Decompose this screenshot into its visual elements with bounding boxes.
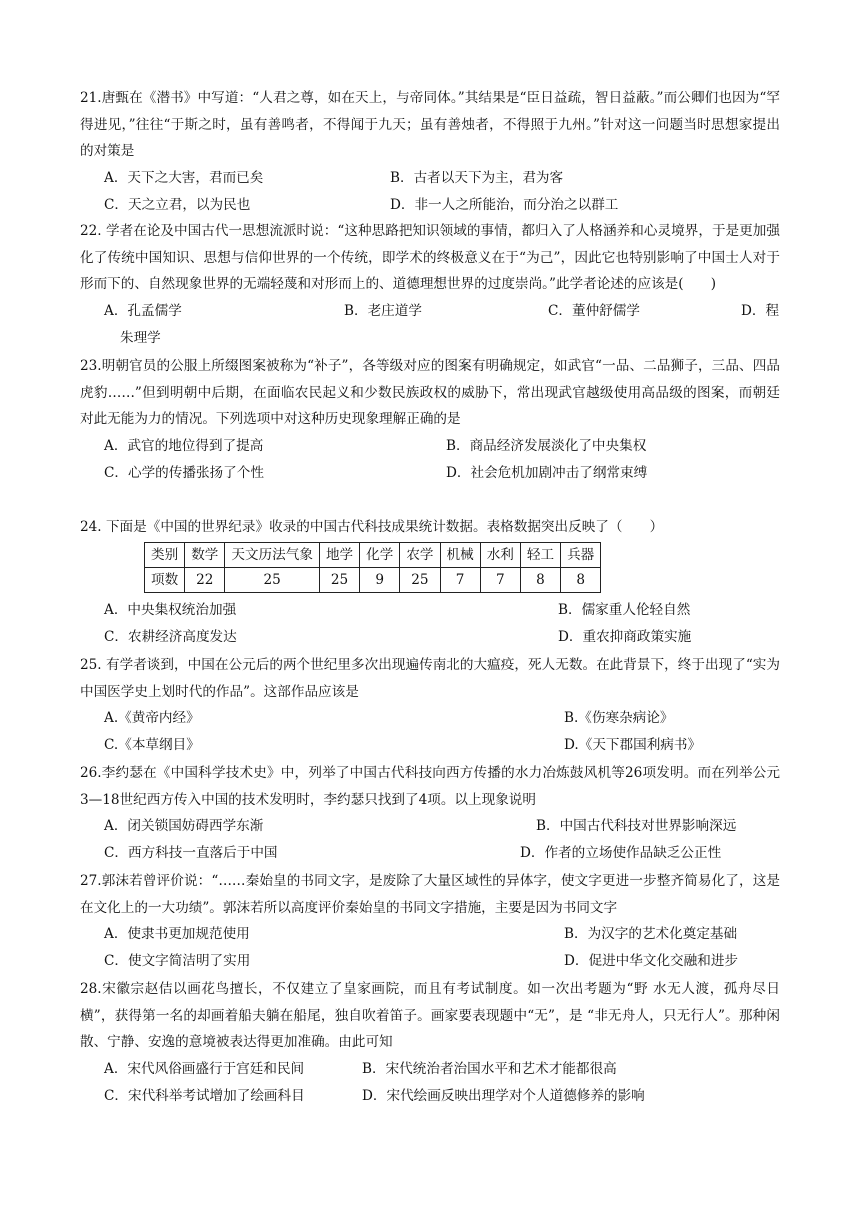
question-stem: 22. 学者在论及中国古代一思想流派时说：“这种思路把知识领域的事情，都归入了人格涵养和心灵境界，于是更加强化了传统中国知识、思想与信仰世界的一个传统，即学术的终极意义在于“为己”，因此它也特别影响了中国士人对于形而下的、自然现象世界的无端轻蔑和对形而上的、道德理想世界的过度崇尚。”此学者论述的应该是( ) [80, 223, 780, 292]
option-row [80, 948, 780, 975]
option-a: A．中央集权统治加强 [104, 601, 237, 618]
question-26 [80, 760, 780, 867]
option-d: D．促进中华文化交融和进步 [564, 953, 739, 969]
stats-table [144, 542, 601, 593]
option-row [80, 325, 780, 352]
question-23 [80, 353, 780, 487]
option-row [80, 1083, 780, 1110]
table-cell: 9 [360, 567, 400, 592]
option-c: C．使文字简洁明了实用 [104, 953, 251, 969]
option-row [80, 705, 780, 732]
option-d: D．重农抑商政策实施 [558, 628, 692, 645]
option-d: D．程 [741, 302, 780, 319]
option-b: B．老庄道学 [344, 302, 422, 319]
table-header-row [145, 542, 601, 567]
table-cell: 水利 [480, 542, 520, 567]
question-25 [80, 652, 780, 759]
option-a: A．孔孟儒学 [104, 302, 182, 319]
option-b: B．古者以天下为主，君为客 [390, 169, 564, 186]
table-cell: 地学 [319, 542, 359, 567]
option-a: A.《黄帝内经》 [104, 710, 200, 726]
option-row [80, 840, 780, 867]
table-cell: 7 [480, 567, 520, 592]
table-row [145, 567, 601, 592]
question-stem: 25. 有学者谈到，中国在公元后的两个世纪里多次出现遍传南北的大瘟疫，死人无数。在此背景下，终于出现了“实为中国医学史上划时代的作品”。这部作品应该是 [80, 657, 780, 700]
table-cell: 机械 [440, 542, 480, 567]
option-row [80, 165, 780, 192]
option-row [80, 433, 780, 460]
option-c: C．心学的传播张扬了个性 [104, 464, 264, 481]
option-d: D.《天下郡国利病书》 [564, 737, 702, 753]
option-b: B．商品经济发展淡化了中央集权 [446, 437, 647, 454]
option-row [80, 1056, 780, 1083]
option-row [80, 813, 780, 840]
option-a: A．天下之大害，君而已矣 [104, 169, 264, 186]
table-cell: 化学 [360, 542, 400, 567]
option-b: B．儒家重人伦轻自然 [558, 601, 691, 618]
question-stem: 23.明朝官员的公服上所缀图案被称为“补子”，各等级对应的图案有明确规定，如武官“一品、二品狮子，三品、四品虎豹……”但到明朝中后期，在面临农民起义和少数民族政权的威胁下，常出现武官越级使用高品级的图案，而朝廷对此无能为力的情况。下列选项中对这种历史现象理解正确的是 [80, 358, 780, 427]
option-row [80, 921, 780, 948]
table-cell: 类别 [145, 542, 185, 567]
option-b: B．为汉字的艺术化奠定基础 [564, 926, 738, 942]
option-row [80, 298, 780, 325]
question-stem: 24. 下面是《中国的世界纪录》收录的中国古代科技成果统计数据。表格数据突出反映了（ ） [80, 519, 664, 535]
question-stem: 26.李约瑟在《中国科学技术史》中，列举了中国古代科技向西方传播的水力冶炼鼓风机等26项发明。而在列举公元3—18世纪西方传入中国的技术发明时，李约瑟只找到了4项。以上现象说明 [80, 765, 780, 808]
option-c: C．西方科技一直落后于中国 [104, 845, 278, 861]
option-b: B．宋代统治者治国水平和艺术才能都很高 [362, 1060, 617, 1077]
question-stem: 27.郭沫若曾评价说：“……秦始皇的书同文字，是废除了大量区域性的异体字，使文字更进一步整齐简易化了，这是在文化上的一大功绩”。郭沫若所以高度评价秦始皇的书同文字措施，主要是因为书同文字 [80, 873, 780, 916]
option-d-wrap: 朱理学 [120, 329, 161, 346]
option-c: C．天之立君，以为民也 [104, 196, 251, 213]
question-21 [80, 85, 780, 219]
option-a: A．宋代风俗画盛行于宫廷和民间 [104, 1060, 305, 1077]
table-cell: 8 [561, 567, 601, 592]
option-a: A．闭关锁国妨碍西学东渐 [104, 818, 264, 834]
option-d: D．社会危机加剧冲击了纲常束缚 [446, 464, 648, 481]
option-d: D．作者的立场使作品缺乏公正性 [520, 845, 722, 861]
option-row [80, 624, 780, 651]
table-cell: 兵器 [561, 542, 601, 567]
question-stem: 21.唐甄在《潜书》中写道：“人君之尊，如在天上，与帝同体。”其结果是“臣日益疏，智日益蔽。”而公卿们也因为“罕得进见，”往往“于斯之时，虽有善鸣者，不得闻于九天；虽有善烛者，不得照于九州。”针对这一问题当时思想家提出的对策是 [80, 90, 780, 159]
option-d: D．非一人之所能治，而分治之以群工 [390, 196, 619, 213]
table-cell: 25 [225, 567, 320, 592]
question-28 [80, 976, 780, 1110]
option-d: D．宋代绘画反映出理学对个人道德修养的影响 [362, 1087, 645, 1104]
table-cell: 天文历法气象 [225, 542, 320, 567]
question-24 [80, 514, 780, 651]
question-stem: 28.宋徽宗赵佶以画花鸟擅长，不仅建立了皇家画院，而且有考试制度。如一次出考题为“野 水无人渡，孤舟尽日横”，获得第一名的却画着船夫躺在船尾，独自吹着笛子。画家要表现题中“无”，是 “非无舟人，只无行人”。那种闲散、宁静、安逸的意境被表达得更加准确。由此可知 [80, 981, 780, 1050]
option-row [80, 192, 780, 219]
option-a: A．使隶书更加规范使用 [104, 926, 250, 942]
option-c: C．董仲舒儒学 [548, 302, 640, 319]
option-a: A．武官的地位得到了提高 [104, 437, 264, 454]
table-cell: 农学 [400, 542, 440, 567]
option-row [80, 597, 780, 624]
table-cell: 数学 [185, 542, 225, 567]
question-22 [80, 218, 780, 352]
table-cell: 7 [440, 567, 480, 592]
option-row [80, 460, 780, 487]
option-c: C．农耕经济高度发达 [104, 628, 237, 645]
table-cell: 25 [319, 567, 359, 592]
table-cell: 项数 [145, 567, 185, 592]
table-cell: 8 [520, 567, 560, 592]
option-c: C.《本草纲目》 [104, 737, 200, 753]
option-c: C．宋代科举考试增加了绘画科目 [104, 1087, 305, 1104]
table-cell: 25 [400, 567, 440, 592]
option-b: B．中国古代科技对世界影响深远 [536, 818, 737, 834]
question-27 [80, 868, 780, 975]
option-b: B.《伤寒杂病论》 [564, 710, 674, 726]
table-cell: 轻工 [520, 542, 560, 567]
table-cell: 22 [185, 567, 225, 592]
option-row [80, 732, 780, 759]
